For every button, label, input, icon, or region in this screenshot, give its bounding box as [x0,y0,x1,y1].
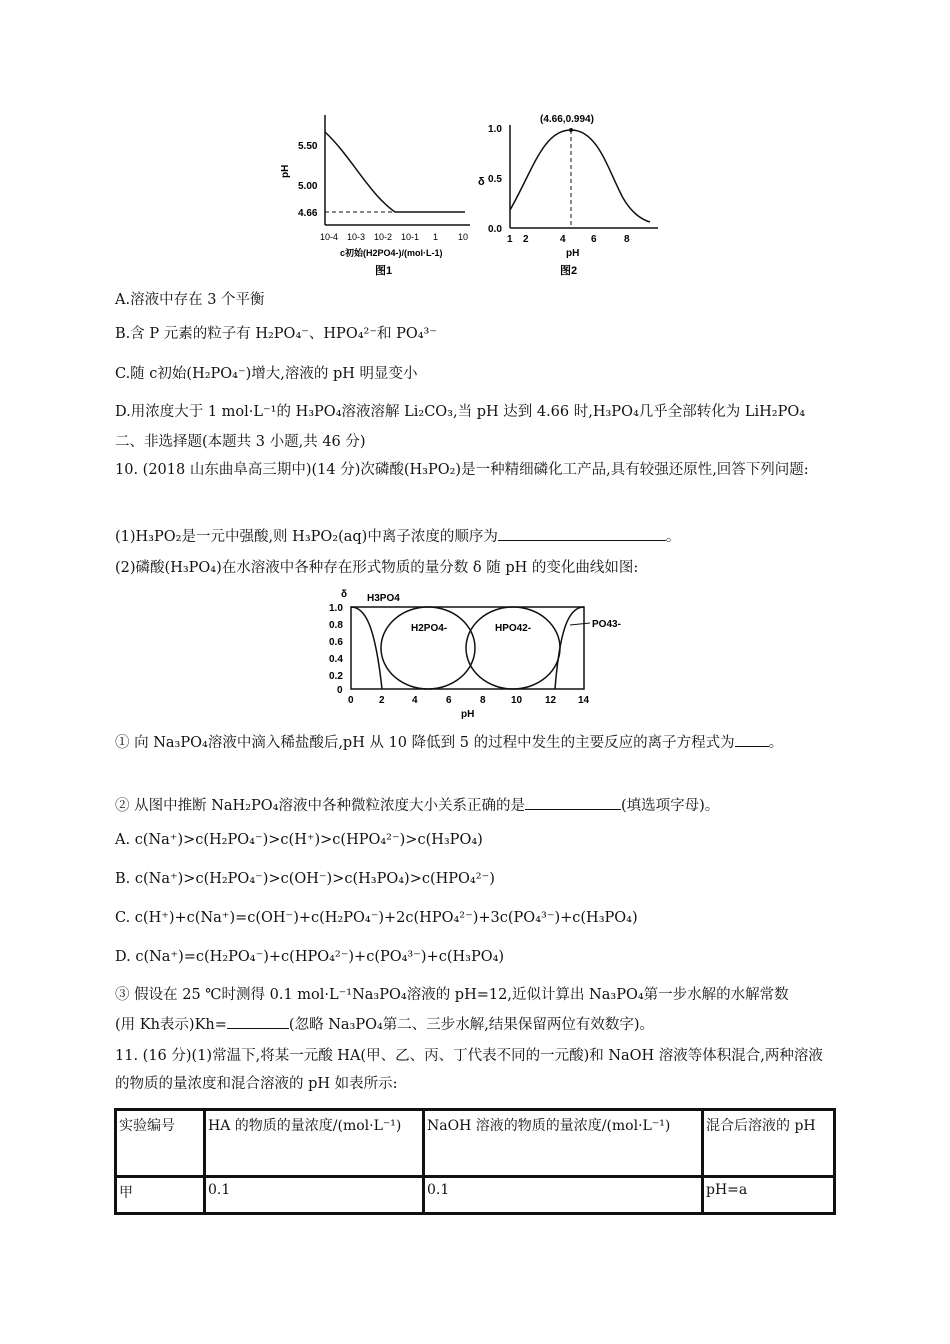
table-header-row [116,1110,835,1177]
fig3-ytick-1: 1.0 [329,603,343,614]
answer-blank-1[interactable] [498,526,666,541]
q10-option-c: C. c(H⁺)+c(Na⁺)=c(OH⁻)+c(H₂PO₄⁻)+2c(HPO₄²⁻)+3c(PO₄³⁻)+c(H₃PO₄) [115,910,638,926]
question-10-2-3-cont [115,1014,654,1035]
fig3-species-po4: PO43- [592,619,621,630]
q10-2-3-kh: (用 Kh表示)Kh= [115,1017,227,1033]
fig1-xlabel: c初始(H2PO4-)/(mol·L-1) [340,248,443,258]
option-b: B.含 P 元素的粒子有 H₂PO₄⁻、HPO₄²⁻和 PO₄³⁻ [115,326,438,342]
fig3-xtick-0: 0 [348,695,354,706]
fig2-xtick-1: 1 [507,234,513,245]
question-10-2-1 [115,732,783,753]
fig2-xtick-8: 8 [624,234,630,245]
q10-2-1-end: 。 [768,735,784,751]
fig3-ytick-6: 0 [337,685,343,696]
fig3-ytick-3: 0.6 [329,637,343,648]
fig3-ylabel: δ [341,589,348,600]
fig1-xtick-4: 10-1 [401,232,420,242]
fig3-ytick-4: 0.4 [329,654,343,665]
fig2-xtick-6: 6 [591,234,597,245]
table-header-cell: HA 的物质的量浓度/(mol·L⁻¹) [205,1110,424,1177]
fig2-ytick-10: 1.0 [488,124,502,135]
option-a: A.溶液中存在 3 个平衡 [115,292,265,308]
table-header-cell: 实验编号 [116,1110,205,1177]
table-cell: 0.1 [424,1177,703,1214]
fig3-xtick-14: 14 [578,695,590,706]
question-10-2-3: ③ 假设在 25 ℃时测得 0.1 mol·L⁻¹Na₃PO₄溶液的 pH=12,近似计算出 Na₃PO₄第一步水解的水解常数 [115,987,789,1003]
fig3-species-h3po4: H3PO4 [367,593,400,604]
fig3-species-hpo4: HPO42- [495,623,532,634]
question-10-part-1 [115,526,680,547]
figure-1 [280,110,480,285]
fig1-ylabel: pH [280,164,291,178]
fig1-xtick-3: 10-2 [374,232,393,242]
fig1-caption: 图1 [375,265,393,277]
fig3-xtick-2: 2 [379,695,385,706]
fig1-ytick-500: 5.00 [298,181,318,192]
table-header-cell: NaOH 溶液的物质的量浓度/(mol·L⁻¹) [424,1110,703,1177]
table-cell: 甲 [116,1177,205,1214]
q10-option-b: B. c(Na⁺)>c(H₂PO₄⁻)>c(OH⁻)>c(H₃PO₄)>c(HPO₄²⁻) [115,871,495,887]
fig1-ytick-466: 4.66 [298,208,318,219]
fig1-ytick-550: 5.50 [298,141,318,152]
section-heading: 二、非选择题(本题共 3 小题,共 46 分) [115,434,366,450]
question-10-part-2: (2)磷酸(H₃PO₄)在水溶液中各种存在形式物质的量分数 δ 随 pH 的变化曲线如图: [115,560,639,576]
table-cell: pH=a [703,1177,835,1214]
fig2-ytick-05: 0.5 [488,174,502,185]
fig3-ytick-2: 0.8 [329,620,343,631]
fig1-xtick-2: 10-3 [347,232,366,242]
fig2-xlabel: pH [566,248,580,259]
question-10-2-2 [115,795,719,816]
answer-blank-3[interactable] [525,795,621,810]
fig3-xtick-4: 4 [412,695,418,706]
fig3-xtick-10: 10 [511,695,523,706]
experiment-table [114,1108,836,1215]
option-c: C.随 c初始(H₂PO₄⁻)增大,溶液的 pH 明显变小 [115,366,418,382]
fig2-xtick-4: 4 [560,234,566,245]
q10-2-2-end: (填选项字母)。 [620,798,720,814]
fig3-ytick-5: 0.2 [329,671,343,682]
q10-2-3-note: (忽略 Na₃PO₄第二、三步水解,结果保留两位有效数字)。 [288,1017,655,1033]
fig1-xtick-1: 10-4 [320,232,339,242]
table-header-cell: 混合后溶液的 pH [703,1110,835,1177]
fig1-xtick-5: 1 [433,232,439,242]
fig2-peak-label: (4.66,0.994) [540,114,594,125]
fig2-xtick-2: 2 [523,234,529,245]
fig3-xlabel: pH [461,709,475,720]
figure-2 [478,110,668,285]
fig3-xtick-12: 12 [545,695,557,706]
q10-1-text: (1)H₃PO₂是一元中强酸,则 H₃PO₂(aq)中离子浓度的顺序为 [115,529,498,545]
question-11: 11. (16 分)(1)常温下,将某一元酸 HA(甲、乙、丙、丁代表不同的一元酸)和 NaOH 溶液等体积混合,两种溶液的物质的量浓度和混合溶液的 pH 如表所示: [115,1048,823,1092]
fig1-xtick-6: 10 [458,232,469,242]
fig3-xtick-6: 6 [446,695,452,706]
option-d: D.用浓度大于 1 mol·L⁻¹的 H₃PO₄溶液溶解 Li₂CO₃,当 pH 达到 4.66 时,H₃PO₄几乎全部转化为 LiH₂PO₄ [115,404,806,420]
fig3-xtick-8: 8 [480,695,486,706]
fig2-ytick-00: 0.0 [488,224,502,235]
fig2-caption: 图2 [560,265,578,277]
q10-option-a: A. c(Na⁺)>c(H₂PO₄⁻)>c(H⁺)>c(HPO₄²⁻)>c(H₃PO₄) [115,832,483,848]
q10-1-end: 。 [665,529,681,545]
answer-blank-4[interactable] [227,1014,289,1029]
fig2-ylabel: δ [478,176,485,188]
table-row [116,1177,835,1214]
answer-blank-2[interactable] [735,732,769,747]
fig3-species-h2po4: H2PO4- [411,623,448,634]
q10-2-1-text: ① 向 Na₃PO₄溶液中滴入稀盐酸后,pH 从 10 降低到 5 的过程中发生的主要反应的离子方程式为 [115,735,735,751]
table-cell: 0.1 [205,1177,424,1214]
q10-2-2-text: ② 从图中推断 NaH₂PO₄溶液中各种微粒浓度大小关系正确的是 [115,798,525,814]
question-10: 10. (2018 山东曲阜高三期中)(14 分)次磷酸(H₃PO₂)是一种精细磷化工产品,具有较强还原性,回答下列问题: [115,462,809,478]
q10-option-d: D. c(Na⁺)=c(H₂PO₄⁻)+c(HPO₄²⁻)+c(PO₄³⁻)+c(H₃PO₄) [115,949,505,965]
figure-3 [325,585,635,720]
